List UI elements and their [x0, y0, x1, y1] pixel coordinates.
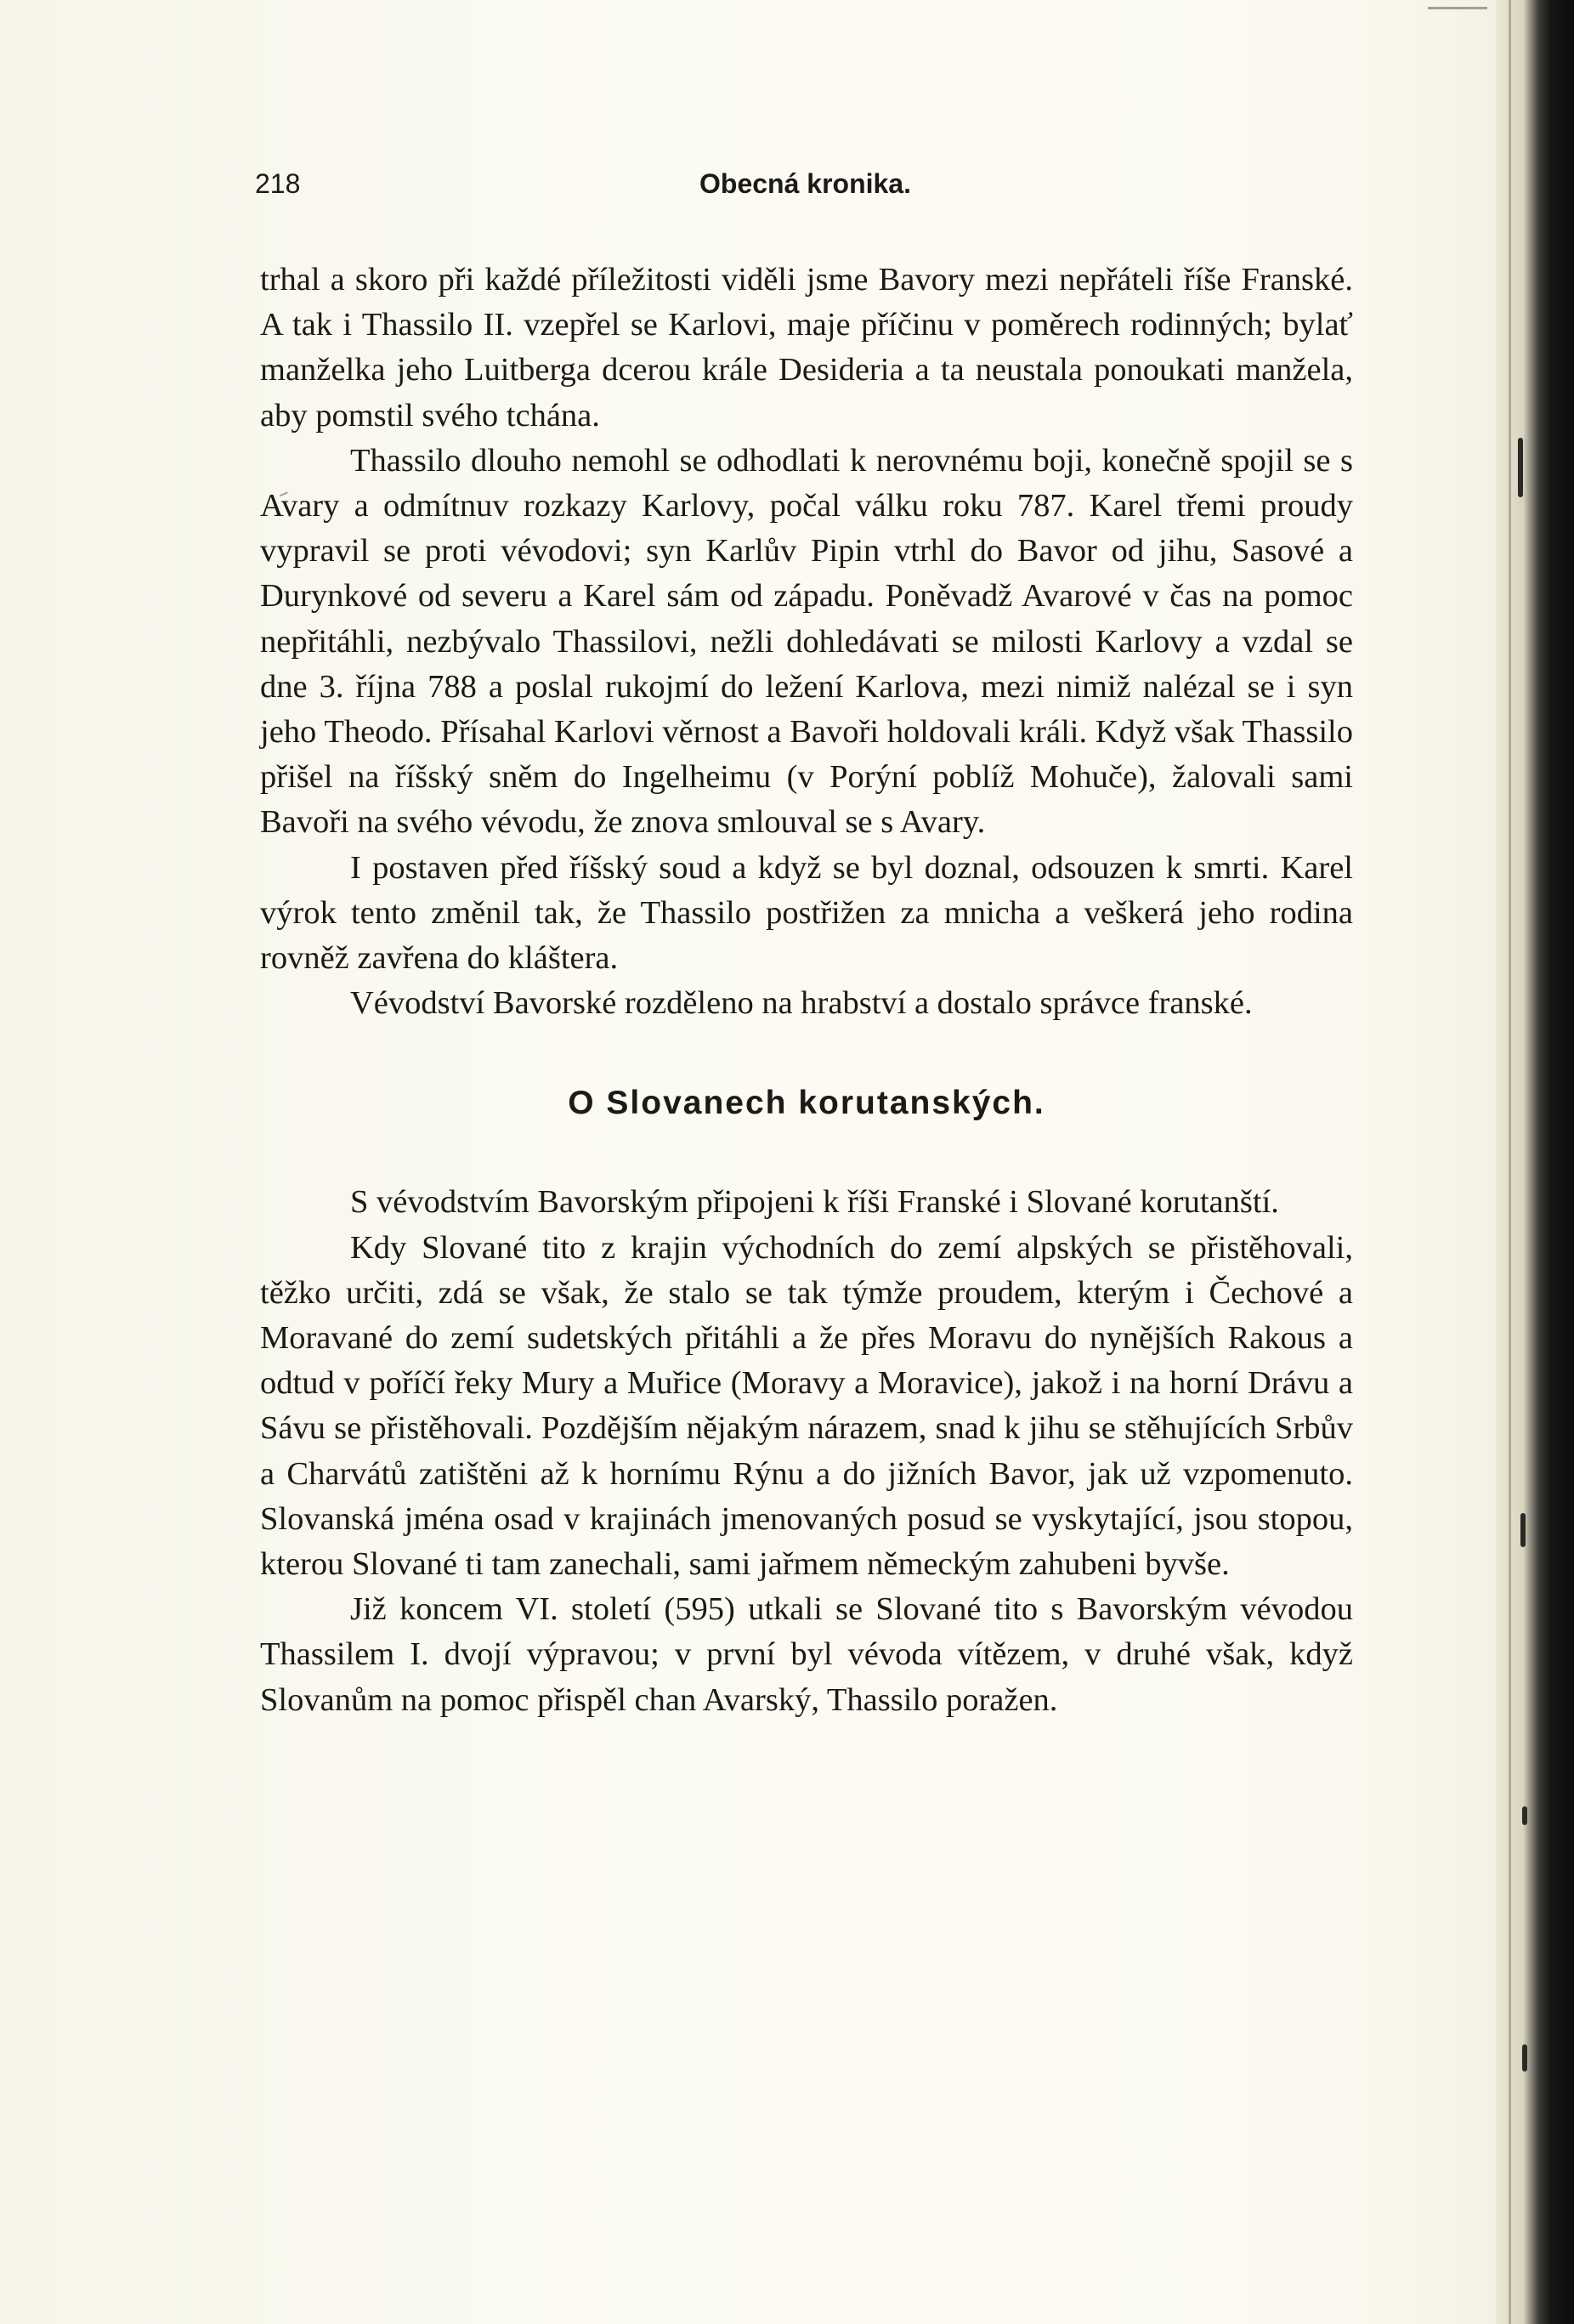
page-number: 218: [255, 168, 301, 199]
paragraph: Thassilo dlouho nemohl se odhodlati k nerovnému boji, konečně spojil se s Avary a odmítnuv rozkazy Karlovy, počal válku roku 787. Karel třemi proudy vypravil se proti vévodovi; syn Karlův Pipin vtrhl do Bavor od jihu, Sasové a Durynkové od severu a Karel sám od západu. Poněvadž Avarové v čas na pomoc nepřitáhli, nezbývalo Thassilovi, nežli dohledávati se milosti Karlovy a vzdal se dne 3. října 788 a poslal rukojmí do ležení Karlova, mezi nimiž nalézal se i syn jeho Theodo. Přísahal Karlovi věrnost a Bavoři holdovali králi. Když však Thassilo přišel na říšský sněm do Ingelheimu (v Porýní poblíž Mohuče), žalovali sami Bavoři na svého vévodu, že znova smlouval se s Avary.: [260, 442, 1353, 841]
binding-top-shadow: [1428, 7, 1487, 9]
paragraph: Již koncem VI. století (595) utkali se Slované tito s Bavorským vévodou Thassilem I. dvojí výpravou; v první byl vévoda vítězem, v druhé však, když Slovanům na pomoc přispěl chan Avarský, Thassilo poražen.: [260, 1591, 1353, 1718]
section-heading: O Slovanech korutanských.: [568, 1085, 1045, 1122]
paragraph: I postaven před říšský soud a když se byl doznal, odsouzen k smrti. Karel výrok tento změnil tak, že Thassilo postřižen za mnicha a veškerá jeho rodina rovněž zavřena do kláštera.: [260, 849, 1353, 977]
binding-mark: [1522, 2044, 1527, 2072]
paragraph: Kdy Slované tito z krajin východních do zemí alpských se přistěhovali, těžko určiti, zdá se však, že stalo se tak týmže proudem, kterým i Čechové a Moravané do zemí sudetských přitáhli a že přes Moravu do nynějších Rakous a odtud v poříčí řeky Mury a Muřice (Moravy a Moravice), jakož i na horní Drávu a Sávu se přistěhovali. Pozdějším nějakým nárazem, snad k jihu se stěhujících Srbův a Charvátů zatištěni až k hornímu Rýnu a do jižních Bavor, jak už vzpomenuto. Slovanská jména osad v krajinách jmenovaných posud se vyskytající, jsou stopou, kterou Slované ti tam zanechali, sami jařmem německým zahubeni byvše.: [260, 1229, 1353, 1583]
book-binding: [1496, 0, 1574, 2324]
binding-mark: [1518, 438, 1523, 497]
running-title: Obecná kronika.: [699, 168, 911, 199]
paragraph: trhal a skoro při každé příležitosti viděli jsme Bavory mezi nepřáteli říše Franské. A tak i Thassilo II. vzepřel se Karlovi, maje příčinu v poměrech rodinných; bylať manželka jeho Luitberga dcerou krále Desideria a ta neustala ponoukati manžela, aby pomstil svého tchána.: [260, 262, 1353, 434]
binding-edge-line: [1509, 0, 1511, 2324]
paragraph: S vévodstvím Bavorským připojeni k říši Franské i Slované korutanští.: [350, 1184, 1279, 1221]
page-header: [255, 168, 1356, 207]
body-text: [260, 258, 1353, 1723]
paragraph: Vévodství Bavorské rozděleno na hrabství a dostalo správce franské.: [350, 985, 1253, 1022]
binding-mark: [1522, 1806, 1527, 1825]
binding-mark: [1520, 1513, 1526, 1547]
